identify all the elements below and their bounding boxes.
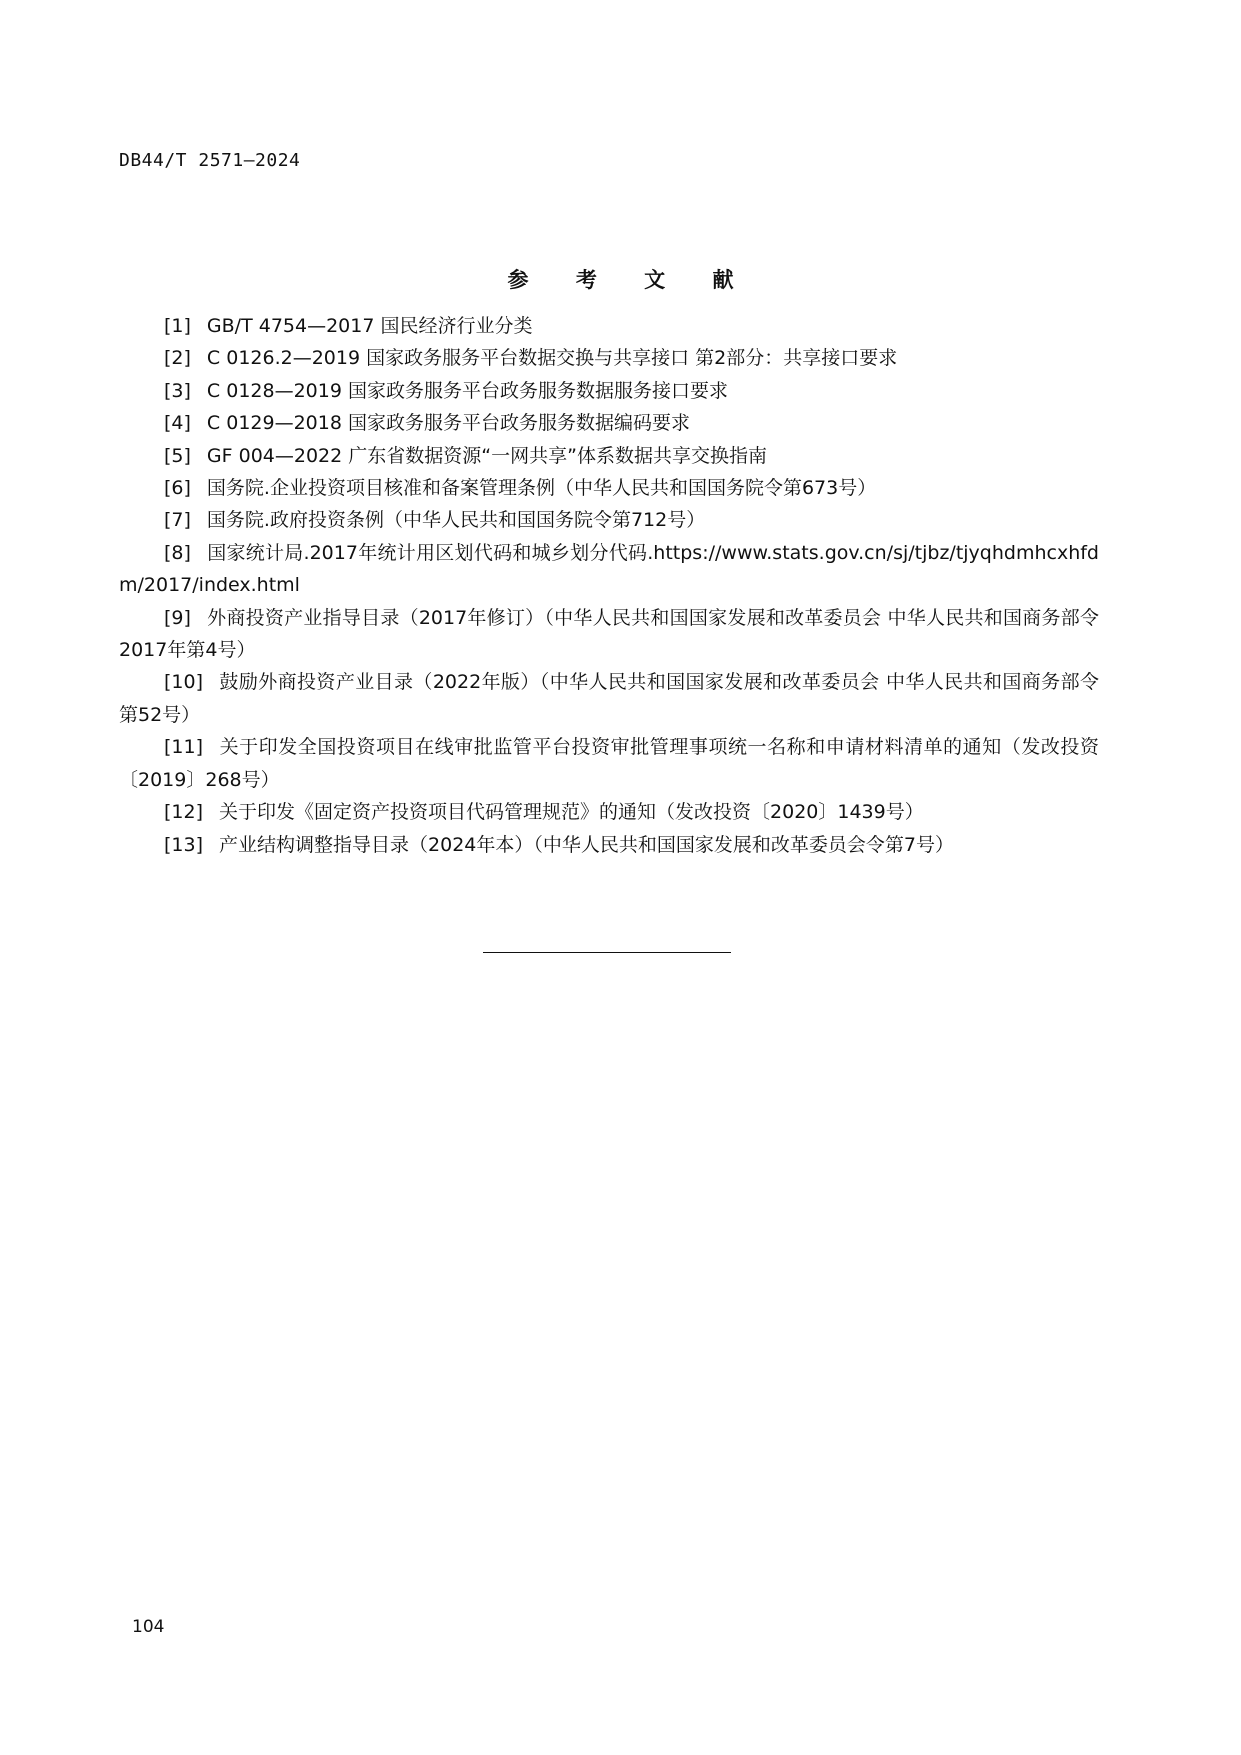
reference-number: [13] <box>164 833 204 856</box>
reference-number: [11] <box>164 736 204 759</box>
reference-number: [7] <box>164 509 191 532</box>
reference-text: 鼓励外商投资产业目录（2022年版）（中华人民共和国国家发展和改革委员会 中华人民共和国商务部令第52号） <box>119 671 1099 726</box>
reference-number: [4] <box>164 412 191 435</box>
reference-item <box>119 796 1099 828</box>
reference-text: 国务院.企业投资项目核准和备案管理条例（中华人民共和国国务院令第673号） <box>206 477 877 500</box>
reference-text: 关于印发《固定资产投资项目代码管理规范》的通知（发改投资〔2020〕1439号） <box>219 801 924 824</box>
reference-number: [10] <box>164 671 204 694</box>
reference-text: 产业结构调整指导目录（2024年本）（中华人民共和国国家发展和改革委员会令第7号） <box>219 833 954 856</box>
reference-number: [1] <box>164 315 191 337</box>
reference-number: [12] <box>164 801 204 824</box>
reference-number: [2] <box>164 347 191 370</box>
reference-item <box>119 537 1099 602</box>
reference-item <box>119 407 1099 439</box>
reference-text: GF 004—2022 广东省数据资源“一网共享”体系数据共享交换指南 <box>206 444 767 467</box>
reference-item <box>119 375 1099 407</box>
reference-item <box>119 602 1099 667</box>
reference-item <box>119 666 1099 731</box>
document-code: DB44/T 2571—2024 <box>119 150 301 171</box>
reference-text: 关于印发全国投资项目在线审批监管平台投资审批管理事项统一名称和申请材料清单的通知（发改投资〔2019〕268号） <box>119 736 1099 791</box>
reference-text: 外商投资产业指导目录（2017年修订）（中华人民共和国国家发展和改革委员会 中华人民共和国商务部令2017年第4号） <box>119 606 1099 662</box>
reference-number: [8] <box>164 541 191 564</box>
reference-list <box>119 310 1099 861</box>
reference-item <box>119 829 1099 861</box>
reference-item <box>119 731 1099 796</box>
reference-text: C 0128—2019 国家政务服务平台政务服务数据服务接口要求 <box>206 379 728 402</box>
reference-text: C 0129—2018 国家政务服务平台政务服务数据编码要求 <box>206 412 690 435</box>
reference-number: [5] <box>164 444 191 467</box>
reference-item <box>119 342 1099 374</box>
page-number: 104 <box>132 1617 165 1637</box>
reference-number: [9] <box>164 606 191 629</box>
end-divider <box>483 952 731 953</box>
reference-item <box>119 504 1099 536</box>
reference-text: 国务院.政府投资条例（中华人民共和国国务院令第712号） <box>206 509 706 532</box>
reference-item <box>119 310 1099 342</box>
reference-item <box>119 440 1099 472</box>
section-title: 参 考 文 献 <box>507 268 754 292</box>
reference-item <box>119 472 1099 504</box>
reference-number: [6] <box>164 477 191 500</box>
reference-text: C 0126.2—2019 国家政务服务平台数据交换与共享接口 第2部分：共享接口要求 <box>206 347 898 370</box>
reference-number: [3] <box>164 379 191 402</box>
reference-text: 国家统计局.2017年统计用区划代码和城乡划分代码.https://www.stats.gov.cn/sj/tjbz/tjyqhdmhcxhfdm/2017/index.html <box>119 541 1099 597</box>
reference-text: GB/T 4754—2017 国民经济行业分类 <box>206 315 533 337</box>
